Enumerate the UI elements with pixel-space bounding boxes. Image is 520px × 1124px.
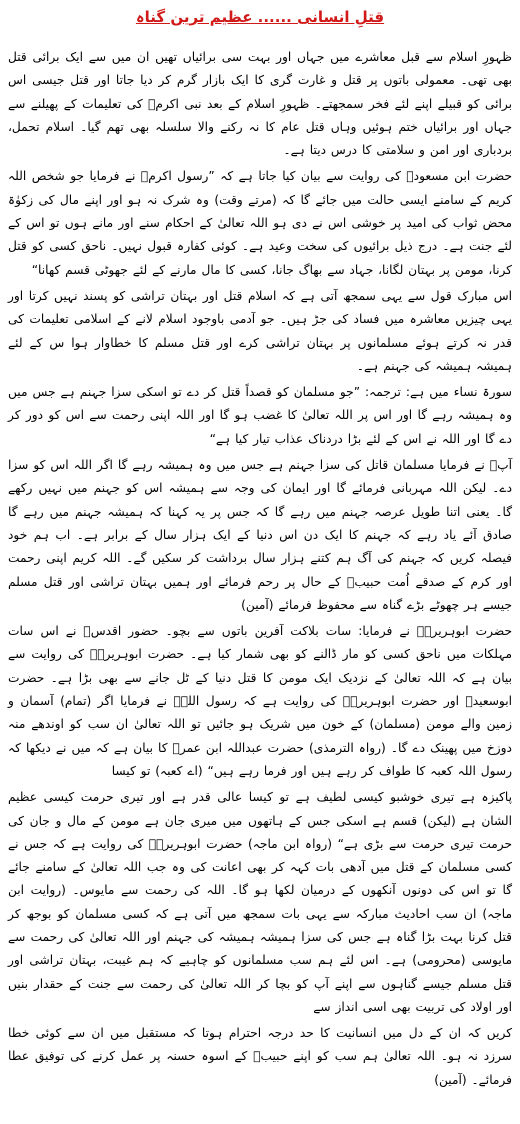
- paragraph-surah-nisa: سورۃ نساء میں ہے: ترجمہ: ”جو مسلمان کو قصداً قتل کر دے تو اسکی سزا جہنم ہے جس میں وہ ہمیشہ رہے گا اور اس پر اللہ تعالیٰ کا غضب ہو گا اور اللہ اپنی رحمت سے اس کو دور کر دے گا اور اللہ نے اس کے لئے بڑا دردناک عذاب تیار کیا ہے“: [8, 385, 512, 446]
- paragraph-explanation: اس مبارک قول سے یہی سمجھ آتی ہے کہ اسلام قتل اور بہتان تراشی کو پسند نہیں کرتا اور یہی چیزیں معاشرہ میں فساد کی جڑ ہیں۔ جو آدمی باوجود اسلام لانے کے اسلامی تعلیمات کی قدر نہ کرتے ہوئے مسلمانوں پر بہتان تراشی کرے اور قتل مسلم کا خطاوار ہوا س کے لئے ہمیشہ ہمیشہ کی جہنم ہے۔: [8, 288, 512, 373]
- paragraph-intro: ظہورِ اسلام سے قبل معاشرے میں جہاں اور بہت سی برائیاں تھیں ان میں سے ایک برائی قتل بھی تھی۔ معمولی باتوں پر قتل و غارت گری کا ایک بازار گرم کر دیا جاتا اور قتل جیسی اس برائی کو قبیلے اپنے لئے فخر سمجھتے۔ ظہورِ اسلام کے بعد نبی اکرمؐ کی تعلیمات کے پھیلنے سے جہاں اور برائیاں ختم ہوئیں وہاں قتل عام کا نہ رکنے والا سلسلہ بھی تھم گیا۔ اسلام تحمل، بردباری اور امن و سلامتی کا درس دیتا ہے۔: [8, 50, 512, 158]
- paragraph-conclusion: کریں کہ ان کے دل میں انسانیت کا حد درجہ احترام ہوتا کہ مستقبل میں ان سے کوئی خطا سرزد نہ ہو۔ اللہ تعالیٰ ہم سب کو اپنے حبیبؐ کے اسوہ حسنہ پر عمل کرنے کی توفیق عطا فرمائے۔ (آمین): [8, 1026, 512, 1087]
- paragraph-abu-hurairah: حضرت ابوہریرہؓ نے فرمایا: سات بلاکت آفرین باتوں سے بچو۔ حضور اقدسؐ نے اس سات مہلکات میں ناحق کسی کو مار ڈالنے کو بھی شمار کیا ہے۔ حضرت ابوہریرہؓ کی روایت سے بیان ہے کہ اللہ تعالیٰ کے نزدیک ایک مومن کا قتل دنیا کے ٹل جانے سے بھی بڑا ہے۔ حضرت ابوسعیدؓ اور حضرت ابوہریرہؓ کی روایت ہے کہ رسول اللہؐ نے فرمایا اگر (تمام) آسمان و زمین والے مومن (مسلمان) کے خون میں شریک ہو جائیں تو اللہ تعالیٰ ان سب کو اوندھے منہ دوزخ میں پھینک دے گا۔ (رواہ الترمذی) حضرت عبداللہ ابن عمرؓ کا بیان ہے کہ میں نے دیکھا کہ رسول اللہ کعبہ کا طواف کر رہے ہیں اور فرما رہے ہیں“ (اے کعبہ) تو کیسا: [8, 624, 512, 778]
- paragraph-kaaba: پاکیزہ ہے تیری خوشبو کیسی لطیف ہے تو کیسا عالی قدر ہے اور تیری حرمت کیسی عظیم الشان ہے (لیکن) قسم ہے اسکی جس کے ہاتھوں میں میری جان ہے مومن کے مال و جان کی حرمت تیری حرمت سے بڑی ہے“ (رواہ ابن ماجہ) حضرت ابوہریرہؓ کی روایت ہے کہ جس نے کسی مسلمان کے قتل میں آدھی بات کہہ کر بھی اعانت کی وہ جب اللہ تعالیٰ کے سامنے جائے گا تو اس کی دونوں آنکھوں کے درمیان لکھا ہو گا۔ اللہ کی رحمت سے مایوس۔ (روایت ابن ماجہ) ان سب احادیث مبارکہ سے یہی بات سمجھ میں آتی ہے کہ کسی مسلمان کو بوجھ کر قتل کرنا بہت بڑا گناہ ہے جس کی سزا ہمیشہ ہمیشہ کی جہنم اور اللہ تعالیٰ کی رحمت سے مایوسی (محرومی) ہے۔ اس لئے ہم سب مسلمانوں کو چاہیے کہ ہم غیبت، بہتان تراشی اور قتل مسلم جیسے گناہوں سے اپنے آپ کو بچا کر اللہ تعالیٰ کی رحمت سے جنت کے حقدار بنیں اور اولاد کی تربیت بھی اسی انداز سے: [8, 790, 512, 1014]
- article-title: قتلِ انسانی ...... عظیم ترین گناہ: [135, 8, 385, 26]
- paragraph-punishment: آپؐ نے فرمایا مسلمان قاتل کی سزا جہنم ہے جس میں وہ ہمیشہ رہے گا اگر اللہ اس کو سزا دے۔ لیکن اللہ مہربانی فرمائے گا اور ایمان کی وجہ سے ہمیشہ اس کو جہنم میں نہیں رکھے گا۔ یعنی اتنا طویل عرصہ جہنم میں رہے گا کہ جس پر یہ کہنا کہ ہمیشہ جہنم میں رہے گا صادق آئے یاد رہے کہ جہنم کا ایک دن اس دنیا کے ایک ہزار سال کے برابر ہے۔ اب ہم خود فیصلہ کریں کہ جہنم کی آگ ہم کتنے ہزار سال برداشت کر سکیں گے۔ اللہ کریم اپنی رحمت اور کرم کے صدقے اُمت حبیبؐ کے حال پر رحم فرمائے اور ہمیں بہتان تراشی اور قتل مسلم جیسے ہر چھوٹے بڑے گناہ سے محفوظ فرمائے (آمین): [8, 458, 512, 612]
- paragraph-ibn-masood-hadith: حضرت ابن مسعودؓ کی روایت سے بیان کیا جاتا ہے کہ ”رسول اکرمؐ نے فرمایا جو شخص اللہ کریم کے سامنے ایسی حالت میں جائے گا کہ (مرتے وقت) وہ شرک نہ ہو اور اپنے مال کی زکوٰۃ محض ثواب کی امید پر خوشی اس نے دی ہو اللہ تعالیٰ کے احکام سنے اور مانے ہوں تو اس کے لئے جنت ہے۔ درج ذیل برائیوں کی سخت وعید ہے۔ کوئی کفارہ قبول نہیں۔ ناحق کسی کو قتل کرنا، مومن پر بہتان لگانا، جہاد سے بھاگ جانا، کسی کا مال مارنے کے لئے جھوٹی قسم کھانا“: [8, 169, 512, 277]
- article-body: [8, 46, 512, 1092]
